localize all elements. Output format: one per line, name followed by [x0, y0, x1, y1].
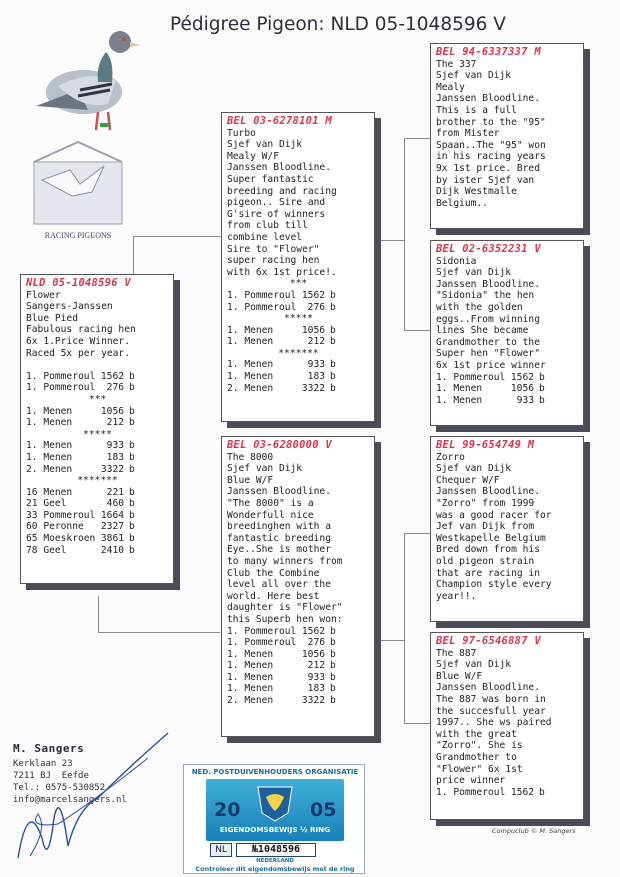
pigeon-info-line: Janssen Bloodline. — [227, 162, 331, 174]
race-unit: b — [539, 383, 545, 395]
race-value: 276 — [106, 382, 124, 394]
race-result-row — [227, 371, 370, 383]
pigeon-info-line: eggs..From winning — [436, 313, 540, 325]
footer-credit: Compuclub © M. Sangers — [492, 827, 576, 835]
race-unit: b — [330, 637, 336, 649]
pigeon-info-line: level all over the — [227, 579, 331, 591]
pigeon-info-line: Flower — [26, 289, 61, 301]
pigeon-info-line: Bred down from his — [436, 544, 540, 556]
race-unit: b — [129, 417, 135, 429]
sire-card — [221, 112, 375, 422]
connector — [404, 330, 430, 331]
sire-sire-card — [430, 43, 584, 229]
race-place-and-name: 21 Geel — [26, 498, 67, 510]
connector — [404, 138, 430, 139]
race-result-row — [26, 406, 169, 418]
race-result-row — [227, 649, 370, 661]
results-separator: *** — [88, 393, 107, 405]
race-unit: b — [129, 521, 135, 533]
pigeon-info-line: Blue W/F — [227, 474, 274, 486]
connector — [133, 236, 221, 237]
race-value: 3861 — [100, 533, 124, 545]
pigeon-info-line: Sidonia — [436, 255, 477, 267]
race-result-row — [26, 510, 169, 522]
race-result-row — [26, 545, 169, 557]
race-place-and-name: 1. Menen — [227, 324, 274, 336]
race-result-row — [26, 440, 169, 452]
race-unit: b — [330, 324, 336, 336]
race-result-row — [227, 325, 370, 337]
pigeon-info-line: by ister Sjef van — [436, 174, 535, 186]
owner-city: 7211 BJ Eefde — [13, 771, 89, 781]
pigeon-info-line: in his racing years — [436, 151, 546, 163]
pigeon-info-line: with the great — [436, 728, 517, 740]
pigeon-info-line: breeding and racing — [227, 185, 337, 197]
pigeon-info-line: Sjef van Dijk — [436, 70, 512, 82]
owner-phone: Tel.: 0575-530852 — [13, 783, 106, 793]
lion-emblem-icon — [254, 783, 296, 823]
race-unit: b — [330, 289, 336, 301]
race-unit: b — [330, 371, 336, 383]
race-place-and-name: 1. Pommeroul — [227, 625, 297, 637]
race-result-row — [227, 637, 370, 649]
race-unit: b — [129, 440, 135, 452]
race-place-and-name: 1. Menen — [26, 440, 73, 452]
race-place-and-name: 2. Menen — [26, 463, 73, 475]
pigeon-info-line: 9x 1st price. Bred — [436, 162, 540, 174]
pigeon-info-line: old pigeon strain — [436, 555, 535, 567]
pigeon-info-line: breedinghen with a — [227, 521, 331, 533]
race-place-and-name: 33 Pommeroul — [26, 509, 96, 521]
results-separator: ******* — [77, 475, 118, 487]
pigeon-info-line: from club till — [227, 220, 308, 232]
pigeon-info-line: Sjef van Dijk — [436, 659, 512, 671]
race-value: 3322 — [301, 695, 325, 707]
race-unit: b — [129, 463, 135, 475]
pigeon-info-line: Sangers-Janssen — [26, 301, 113, 313]
race-unit: b — [129, 451, 135, 463]
sire-dam-card — [430, 240, 584, 426]
pigeon-info-line: Chequer W/F — [436, 474, 500, 486]
pigeon-info-line: Raced 5x per year. — [26, 347, 130, 359]
connector — [404, 723, 430, 724]
race-place-and-name: 1. Pommeroul — [227, 637, 297, 649]
pigeon-info-line: brother to the "95" — [436, 116, 546, 128]
pigeon-info-line: Janssen Bloodline. — [227, 486, 331, 498]
race-result-row — [436, 383, 579, 395]
race-value: 1562 — [301, 289, 325, 301]
connector — [404, 533, 405, 723]
certificate-label: EIGENDOMSBEWIJS ½ RING — [219, 825, 331, 834]
pigeon-info-line: Club the Combine — [227, 567, 320, 579]
certificate-country-code: NL — [210, 843, 232, 857]
connector — [375, 640, 404, 641]
pigeon-info-line: Janssen Bloodline. — [436, 486, 540, 498]
race-result-row — [227, 672, 370, 684]
pigeon-info-line: The 8000 — [227, 451, 274, 463]
race-value: 276 — [307, 301, 325, 313]
race-unit: b — [330, 336, 336, 348]
pigeon-info-line: 6x 1.Price Winner. — [26, 335, 130, 347]
race-unit: b — [129, 370, 135, 382]
race-place-and-name: 1. Pommeroul — [26, 370, 96, 382]
race-unit: b — [539, 786, 545, 798]
race-result-row — [436, 395, 579, 407]
race-value: 1056 — [301, 648, 325, 660]
pigeon-info-line: Janssen Bloodline. — [436, 93, 540, 105]
race-result-row — [26, 498, 169, 510]
pigeon-info-line: 6x 1st price winner — [436, 359, 546, 371]
pigeon-info-line: Sjef van Dijk — [227, 139, 303, 151]
certificate-control-text: Controleer dit eigendomsbewijs met de ring — [195, 865, 355, 873]
race-unit: b — [330, 683, 336, 695]
pigeon-info-line: "Zorro". She is — [436, 740, 523, 752]
pigeon-info-line: combine level — [227, 231, 303, 243]
race-value: 183 — [307, 683, 325, 695]
race-value: 460 — [106, 498, 124, 510]
race-value: 2327 — [100, 521, 124, 533]
certificate-year-left: 20 — [214, 799, 241, 821]
race-place-and-name: 65 Moeskroen — [26, 533, 96, 545]
race-unit: b — [330, 359, 336, 371]
pigeon-info-line: Blue Pied — [26, 312, 78, 324]
race-place-and-name: 1. Menen — [436, 394, 483, 406]
race-value: 212 — [307, 336, 325, 348]
pigeon-info-line: Blue W/F — [436, 670, 483, 682]
subject-card — [20, 274, 174, 584]
ring-number: BEL 94-6337337 M — [436, 46, 541, 58]
pigeon-info-line: "Flower" 6x 1st — [436, 763, 523, 775]
certificate-org: NED. POSTDUIVENHOUDERS ORGANISATIE — [191, 768, 359, 776]
owner-email[interactable]: info@marcelsangers.nl — [13, 795, 127, 805]
race-value: 933 — [516, 394, 534, 406]
results-separator: ***** — [284, 313, 313, 325]
connector — [404, 533, 430, 534]
race-place-and-name: 1. Menen — [436, 383, 483, 395]
pigeon-info-line: The 887 — [436, 647, 477, 659]
race-unit: b — [129, 405, 135, 417]
race-place-and-name: 1. Pommeroul — [436, 371, 506, 383]
pigeon-info-line: Janssen Bloodline. — [436, 278, 540, 290]
race-unit: b — [129, 382, 135, 394]
pigeon-info-line: Mealy W/F — [227, 150, 279, 162]
race-place-and-name: 1. Menen — [26, 451, 73, 463]
race-unit: b — [129, 486, 135, 498]
race-result-row — [227, 383, 370, 395]
pigeon-info-line: Super hen "Flower" — [436, 348, 540, 360]
pigeon-info-line: Eye..She is mother — [227, 544, 331, 556]
ring-number: BEL 03-6280000 V — [227, 439, 332, 451]
race-value: 1056 — [301, 324, 325, 336]
pigeon-info-line: The 337 — [436, 58, 477, 70]
race-place-and-name: 1. Menen — [26, 405, 73, 417]
ownership-certificate — [183, 764, 365, 874]
race-value: 1056 — [100, 405, 124, 417]
results-separator: ***** — [83, 428, 112, 440]
race-place-and-name: 1. Menen — [227, 336, 274, 348]
ring-number: BEL 02-6352231 V — [436, 243, 541, 255]
pigeon-info-line: The 887 was born in — [436, 693, 546, 705]
race-place-and-name: 1. Pommeroul — [227, 289, 297, 301]
race-result-row — [436, 372, 579, 384]
race-unit: b — [129, 498, 135, 510]
race-place-and-name: 1. Menen — [227, 671, 274, 683]
ring-number: BEL 97-6546887 V — [436, 635, 541, 647]
owner-street: Kerklaan 23 — [13, 759, 73, 769]
pigeon-info-line: with the golden — [436, 301, 523, 313]
pigeon-info-line: pigeon.. Sire and — [227, 197, 326, 209]
race-value: 1056 — [510, 383, 534, 395]
race-unit: b — [330, 660, 336, 672]
pigeon-info-line: Zorro — [436, 451, 465, 463]
dam-dam-card — [430, 632, 584, 820]
race-place-and-name: 1. Menen — [227, 359, 274, 371]
race-value: 3322 — [100, 463, 124, 475]
pigeon-info-line: G'sire of winners — [227, 208, 326, 220]
connector — [98, 632, 220, 633]
race-place-and-name: 16 Menen — [26, 486, 73, 498]
pigeon-info-line: Janssen Bloodline. — [436, 682, 540, 694]
race-result-row — [26, 521, 169, 533]
race-place-and-name: 1. Menen — [227, 371, 274, 383]
pigeon-info-line: 1997.. She ws paired — [436, 717, 552, 729]
race-value: 212 — [106, 417, 124, 429]
pigeon-info-line: with 6x 1st price!. — [227, 266, 337, 278]
race-value: 183 — [307, 371, 325, 383]
race-value: 1562 — [510, 786, 534, 798]
certificate-country: NEDERLAND — [256, 858, 294, 864]
race-result-row — [227, 302, 370, 314]
ring-number: NLD 05-1048596 V — [26, 277, 131, 289]
race-unit: b — [330, 671, 336, 683]
ring-number: BEL 99-654749 M — [436, 439, 535, 451]
race-unit: b — [330, 382, 336, 394]
results-separator: ******* — [278, 347, 319, 359]
race-place-and-name: 60 Peronne — [26, 521, 84, 533]
page-title: Pédigree Pigeon: NLD 05-1048596 V — [170, 14, 506, 35]
dam-sire-card — [430, 436, 584, 622]
certificate-ring-number: №1048596 — [236, 843, 316, 857]
race-result-row — [227, 359, 370, 371]
race-result-row — [227, 695, 370, 707]
race-result-row — [26, 371, 169, 383]
race-result-row — [227, 626, 370, 638]
race-value: 933 — [307, 671, 325, 683]
ring-number: BEL 03-6278101 M — [227, 115, 332, 127]
pigeon-info-line: Jef van Dijk from — [436, 521, 535, 533]
race-place-and-name: 1. Pommeroul — [26, 382, 96, 394]
race-result-row — [26, 487, 169, 499]
results-separator: *** — [289, 278, 308, 290]
race-unit: b — [330, 301, 336, 313]
race-value: 933 — [106, 440, 124, 452]
race-result-row — [26, 464, 169, 476]
pigeon-info-line: Sire to "Flower" — [227, 243, 320, 255]
race-result-row — [227, 290, 370, 302]
pigeon-info-line: lines She became — [436, 325, 529, 337]
pigeon-info-line: Turbo — [227, 127, 256, 139]
race-place-and-name: 2. Menen — [227, 382, 274, 394]
race-result-row — [26, 533, 169, 545]
pigeon-info-line: "Zorro" from 1999 — [436, 497, 535, 509]
race-value: 933 — [307, 359, 325, 371]
race-value: 2410 — [100, 544, 124, 556]
pigeon-info-line: to many winners from — [227, 555, 343, 567]
pigeon-info-line: Dijk Westmalle — [436, 186, 517, 198]
race-unit: b — [539, 371, 545, 383]
pigeon-info-line: Grandmother to the — [436, 336, 540, 348]
race-value: 183 — [106, 451, 124, 463]
signature — [8, 728, 178, 870]
dam-card — [221, 436, 375, 737]
race-unit: b — [330, 695, 336, 707]
pigeon-info-line: Mealy — [436, 81, 465, 93]
race-unit: b — [129, 509, 135, 521]
race-value: 1562 — [100, 370, 124, 382]
pigeon-info-line: price winner — [436, 775, 506, 787]
race-place-and-name: 78 Geel — [26, 544, 67, 556]
race-result-row — [227, 683, 370, 695]
pigeon-info-line: Grandmother to — [436, 751, 517, 763]
race-value: 1664 — [100, 509, 124, 521]
race-unit: b — [129, 544, 135, 556]
race-unit: b — [330, 648, 336, 660]
race-unit: b — [539, 394, 545, 406]
pigeon-info-line: that are racing in — [436, 567, 540, 579]
race-result-row — [26, 382, 169, 394]
pigeon-info-line: this Superb hen won: — [227, 613, 343, 625]
race-place-and-name: 1. Pommeroul — [436, 786, 506, 798]
pigeon-info-line: daughter is "Flower" — [227, 602, 343, 614]
race-place-and-name: 1. Menen — [227, 648, 274, 660]
pigeon-info-line: Fabulous racing hen — [26, 324, 136, 336]
pigeon-image — [28, 20, 148, 138]
race-result-row — [436, 787, 579, 799]
pigeon-info-line: "The 8000" is a — [227, 497, 314, 509]
race-result-row — [227, 336, 370, 348]
race-result-row — [26, 452, 169, 464]
race-value: 1562 — [301, 625, 325, 637]
logo-text: RACING PIGEONS — [44, 231, 112, 240]
race-value: 1562 — [510, 371, 534, 383]
owner-name: M. Sangers — [13, 742, 85, 755]
pigeon-info-line: was a good racer for — [436, 509, 552, 521]
race-place-and-name: 1. Menen — [227, 660, 274, 672]
connector — [404, 138, 405, 330]
pigeon-info-line: This is a full — [436, 104, 517, 116]
race-unit: b — [129, 533, 135, 545]
race-place-and-name: 1. Menen — [26, 417, 73, 429]
pigeon-info-line: Spaan..The "95" won — [436, 139, 546, 151]
pigeon-info-line: Sjef van Dijk — [227, 463, 303, 475]
pigeon-info-line: world. Here best — [227, 590, 320, 602]
certificate-year-right: 05 — [310, 799, 337, 821]
pigeon-info-line: year!!. — [436, 590, 477, 602]
race-place-and-name: 1. Pommeroul — [227, 301, 297, 313]
racing-pigeons-logo — [22, 140, 134, 244]
pigeon-info-line: Westkapelle Belgium — [436, 532, 546, 544]
race-result-row — [26, 417, 169, 429]
race-result-row — [227, 660, 370, 672]
race-place-and-name: 2. Menen — [227, 695, 274, 707]
race-value: 212 — [307, 660, 325, 672]
pigeon-info-line: "Sidonia" the hen — [436, 290, 535, 302]
race-value: 221 — [106, 486, 124, 498]
connector — [375, 240, 404, 241]
pigeon-info-line: from Mister — [436, 128, 500, 140]
race-value: 276 — [307, 637, 325, 649]
race-value: 3322 — [301, 382, 325, 394]
pigeon-info-line: fantastic breeding — [227, 532, 331, 544]
connector — [98, 596, 99, 632]
pigeon-info-line: Champion style every — [436, 579, 552, 591]
pigeon-info-line: Belgium.. — [436, 197, 488, 209]
pigeon-info-line: Wonderfull nice — [227, 509, 314, 521]
pigeon-info-line: Sjef van Dijk — [436, 463, 512, 475]
race-place-and-name: 1. Menen — [227, 683, 274, 695]
pigeon-info-line: super racing hen — [227, 255, 320, 267]
pigeon-info-line: the succesfull year — [436, 705, 546, 717]
pigeon-info-line: Sjef van Dijk — [436, 267, 512, 279]
pigeon-info-line: Super fantastic — [227, 173, 314, 185]
race-unit: b — [330, 625, 336, 637]
